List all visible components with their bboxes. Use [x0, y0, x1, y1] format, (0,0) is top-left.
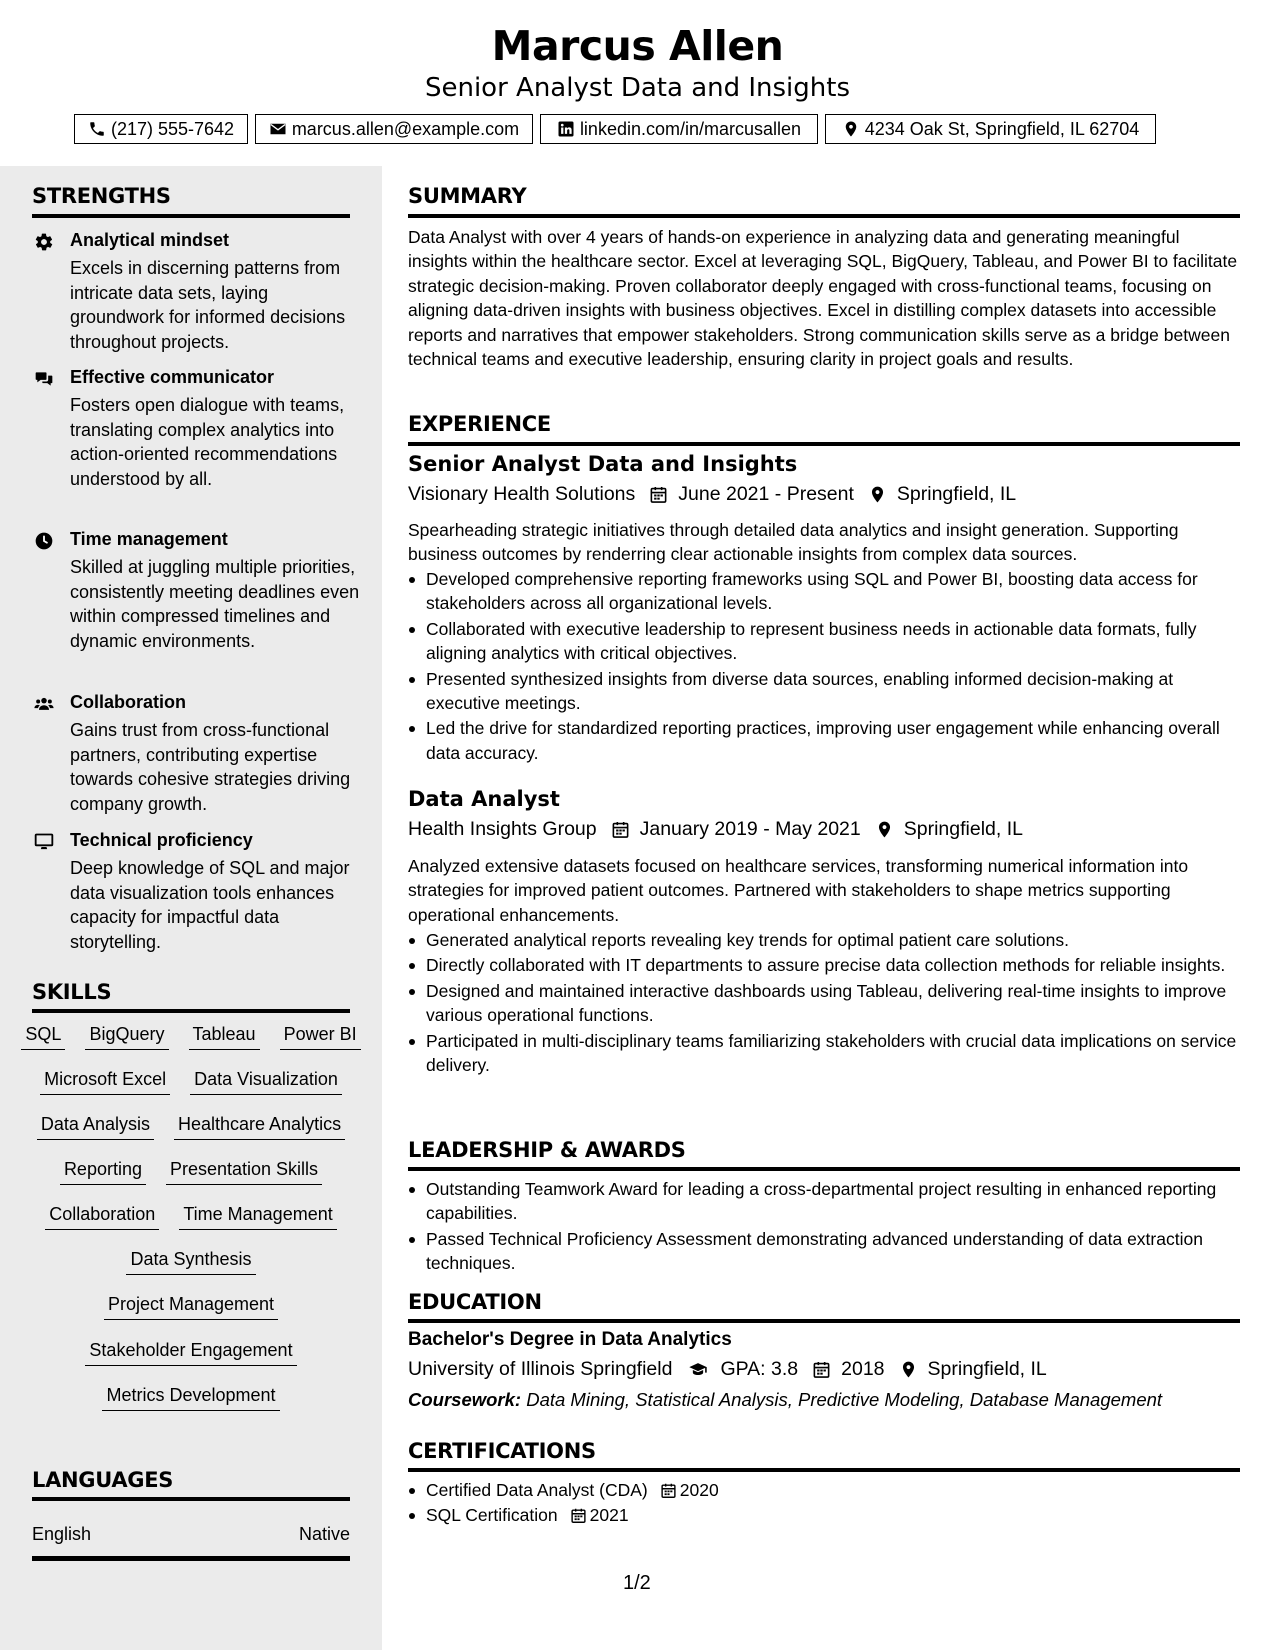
map-pin-icon	[868, 485, 887, 504]
education-title: EDUCATION	[408, 1290, 542, 1314]
section-divider	[408, 1468, 1240, 1472]
calendar-icon	[611, 820, 630, 839]
languages-title: LANGUAGES	[32, 1468, 174, 1492]
desktop-icon	[34, 832, 54, 852]
map-pin-icon	[875, 820, 894, 839]
job-meta	[408, 483, 1016, 506]
section-divider	[32, 214, 350, 218]
list-item: Designed and maintained interactive dashboards using Tableau, delivering real-time insights to improve various operational functions.	[408, 979, 1240, 1028]
skill-chip: Data Analysis	[37, 1114, 154, 1140]
calendar-icon	[812, 1360, 831, 1379]
clock-icon	[34, 531, 54, 551]
certification-name: SQL Certification	[426, 1505, 558, 1526]
skill-chip: BigQuery	[85, 1024, 168, 1050]
summary-text: Data Analyst with over 4 years of hands-on experience in analyzing data and generating meaningful insights within the healthcare sector. Excel at leveraging SQL, BigQuery, Tableau, and Power BI to facilitate strategic decision-making. Proven collaborator deeply engaged with cross-functional teams, focusing on aligning data-driven insights with business objectives. Excel in distilling complex datasets into accessible reports and narratives that empower stakeholders. Strong communication skills serve as a bridge between technical teams and executive leadership, ensuring clarity in project goals and results.	[408, 227, 1238, 370]
skill-row	[32, 1294, 350, 1320]
list-item: Outstanding Teamwork Award for leading a cross-departmental project resulting in enhanced reporting capabilities.	[408, 1177, 1240, 1226]
certifications-title: CERTIFICATIONS	[408, 1439, 596, 1463]
skill-row	[32, 1385, 350, 1411]
section-divider	[408, 1167, 1240, 1171]
education-meta	[408, 1358, 1047, 1381]
linkedin-icon	[557, 120, 575, 138]
section-divider	[408, 214, 1240, 218]
job-location: Springfield, IL	[896, 483, 1017, 505]
skill-row	[32, 1340, 350, 1366]
contact-phone-text: (217) 555-7642	[110, 118, 235, 139]
education-degree: Bachelor's Degree in Data Analytics	[408, 1329, 732, 1350]
list-item: Collaborated with executive leadership to represent business needs in actionable data formats, fully aligning analytics with critical objectives.	[408, 617, 1240, 666]
contact-email-text: marcus.allen@example.com	[291, 118, 520, 139]
resume-header	[0, 0, 1275, 166]
list-item: Participated in multi-disciplinary teams familiarizing stakeholders with crucial data implications on service delivery.	[408, 1029, 1240, 1078]
education-gpa: GPA: 3.8	[720, 1358, 799, 1380]
section-divider	[32, 1497, 350, 1501]
strength-title: Technical proficiency	[70, 830, 253, 850]
strength-title: Effective communicator	[70, 367, 275, 387]
skills-title: SKILLS	[32, 980, 112, 1004]
sidebar	[0, 166, 382, 1650]
certification-name: Certified Data Analyst (CDA)	[426, 1480, 648, 1500]
strength-desc: Deep knowledge of SQL and major data visualization tools enhances capacity for impactful data storytelling.	[70, 858, 350, 952]
job-dates: January 2019 - May 2021	[639, 818, 861, 840]
skill-row	[25, 1024, 357, 1050]
skill-row	[32, 1204, 350, 1230]
job-company: Health Insights Group	[408, 818, 597, 840]
summary-title: SUMMARY	[408, 184, 527, 208]
section-divider	[32, 1009, 350, 1013]
list-item	[408, 1503, 1240, 1527]
coursework-text: Data Mining, Statistical Analysis, Predictive Modeling, Database Management	[526, 1389, 1163, 1410]
skill-chip: Time Management	[179, 1204, 336, 1230]
strength-desc: Skilled at juggling multiple priorities, consistently meeting deadlines even within compressed timelines and dynamic environments.	[70, 557, 360, 651]
leadership-title: LEADERSHIP & AWARDS	[408, 1138, 686, 1162]
contact-address-text: 4234 Oak St, Springfield, IL 62704	[864, 118, 1140, 139]
page-number: 1/2	[623, 1572, 651, 1594]
skill-chip: Microsoft Excel	[40, 1069, 170, 1095]
education-year: 2018	[841, 1358, 885, 1380]
skill-chip: SQL	[21, 1024, 65, 1050]
certification	[426, 1478, 1240, 1502]
skill-row	[32, 1069, 350, 1095]
list-item: Directly collaborated with IT departments to assure precise data collection methods for reliable insights.	[408, 953, 1240, 977]
skill-chip: Tableau	[189, 1024, 260, 1050]
graduation-cap-icon	[686, 1360, 710, 1379]
skill-chip: Project Management	[104, 1294, 278, 1320]
candidate-name: Marcus Allen	[491, 22, 784, 70]
job-meta	[408, 818, 1023, 841]
job-location: Springfield, IL	[903, 818, 1023, 840]
job-title: Senior Analyst Data and Insights	[408, 452, 798, 476]
experience-title: EXPERIENCE	[408, 412, 551, 436]
language-level-bar	[32, 1556, 350, 1561]
contact-email[interactable]	[255, 114, 533, 144]
list-item: Led the drive for standardized reporting practices, improving user engagement while enhancing overall data accuracy.	[408, 716, 1240, 765]
list-item: Developed comprehensive reporting frameworks using SQL and Power BI, boosting data access for stakeholders across all organizational levels.	[408, 567, 1240, 616]
gear-icon	[34, 232, 54, 252]
main-content	[408, 166, 1240, 1650]
skill-row	[32, 1114, 350, 1140]
strength-title: Analytical mindset	[70, 230, 230, 250]
candidate-role: Senior Analyst Data and Insights	[424, 73, 851, 103]
list-item: Passed Technical Proficiency Assessment demonstrating advanced understanding of data extraction techniques.	[408, 1227, 1240, 1276]
job-title: Data Analyst	[408, 787, 560, 811]
calendar-icon	[570, 1507, 587, 1524]
list-item	[408, 1478, 1240, 1502]
chat-bubbles-icon	[34, 369, 54, 389]
strength-title: Collaboration	[70, 692, 186, 712]
section-divider	[408, 442, 1240, 446]
leadership-list	[408, 1177, 1240, 1277]
certifications-list	[408, 1478, 1240, 1529]
certification-year: 2020	[679, 1480, 719, 1500]
list-item: Generated analytical reports revealing key trends for optimal patient care solutions.	[408, 928, 1240, 952]
skill-chip: Power BI	[280, 1024, 361, 1050]
skill-chip: Reporting	[60, 1159, 146, 1185]
strength-title: Time management	[70, 529, 228, 549]
job-company: Visionary Health Solutions	[408, 483, 636, 505]
phone-icon	[88, 120, 106, 138]
map-pin-icon	[899, 1360, 918, 1379]
skill-chip: Metrics Development	[102, 1385, 279, 1411]
certification-year: 2021	[589, 1505, 629, 1526]
education-location: Springfield, IL	[927, 1358, 1047, 1380]
users-icon	[34, 694, 54, 714]
calendar-icon	[649, 485, 668, 504]
education-coursework	[408, 1389, 1162, 1411]
map-pin-icon	[842, 120, 860, 138]
skill-row	[32, 1159, 350, 1185]
contact-address	[825, 114, 1156, 144]
language-row	[32, 1524, 350, 1545]
coursework-label: Coursework:	[408, 1389, 522, 1410]
skill-chip: Collaboration	[45, 1204, 159, 1230]
skill-chip: Stakeholder Engagement	[85, 1340, 296, 1366]
skill-chip: Presentation Skills	[166, 1159, 322, 1185]
section-divider	[408, 1319, 1240, 1323]
strength-desc: Fosters open dialogue with teams, translating complex analytics into action-oriented recommendations understood by all.	[70, 395, 345, 489]
language-name: English	[32, 1524, 92, 1544]
job-description: Analyzed extensive datasets focused on healthcare services, transforming numerical information into strategies for improved patient outcomes. Partnered with stakeholders to shape metrics supporting operational enhancements.	[408, 856, 1189, 925]
contact-linkedin-text: linkedin.com/in/marcusallen	[579, 118, 802, 139]
job-bullets	[408, 928, 1240, 1078]
skill-row	[32, 1249, 350, 1275]
job-bullets	[408, 567, 1240, 766]
skill-chip: Healthcare Analytics	[174, 1114, 345, 1140]
education-school: University of Illinois Springfield	[408, 1358, 673, 1380]
calendar-icon	[660, 1482, 677, 1499]
skill-chip: Data Visualization	[190, 1069, 342, 1095]
skill-chip: Data Synthesis	[126, 1249, 255, 1275]
language-level: Native	[298, 1524, 350, 1544]
list-item: Presented synthesized insights from diverse data sources, enabling informed decision-making at executive meetings.	[408, 667, 1240, 716]
strengths-title: STRENGTHS	[32, 184, 171, 208]
strength-desc: Excels in discerning patterns from intricate data sets, laying groundwork for informed decisions throughout projects.	[70, 258, 346, 352]
contact-linkedin[interactable]	[540, 114, 818, 144]
contact-phone	[74, 114, 248, 144]
job-dates: June 2021 - Present	[678, 483, 854, 505]
certification	[426, 1503, 1240, 1527]
strength-desc: Gains trust from cross-functional partners, contributing expertise towards cohesive strategies driving company growth.	[70, 720, 351, 814]
envelope-icon	[269, 120, 287, 138]
job-description: Spearheading strategic initiatives through detailed data analytics and insight generation. Supporting business outcomes by renderring clear actionable insights from complex data sources.	[408, 520, 1179, 565]
